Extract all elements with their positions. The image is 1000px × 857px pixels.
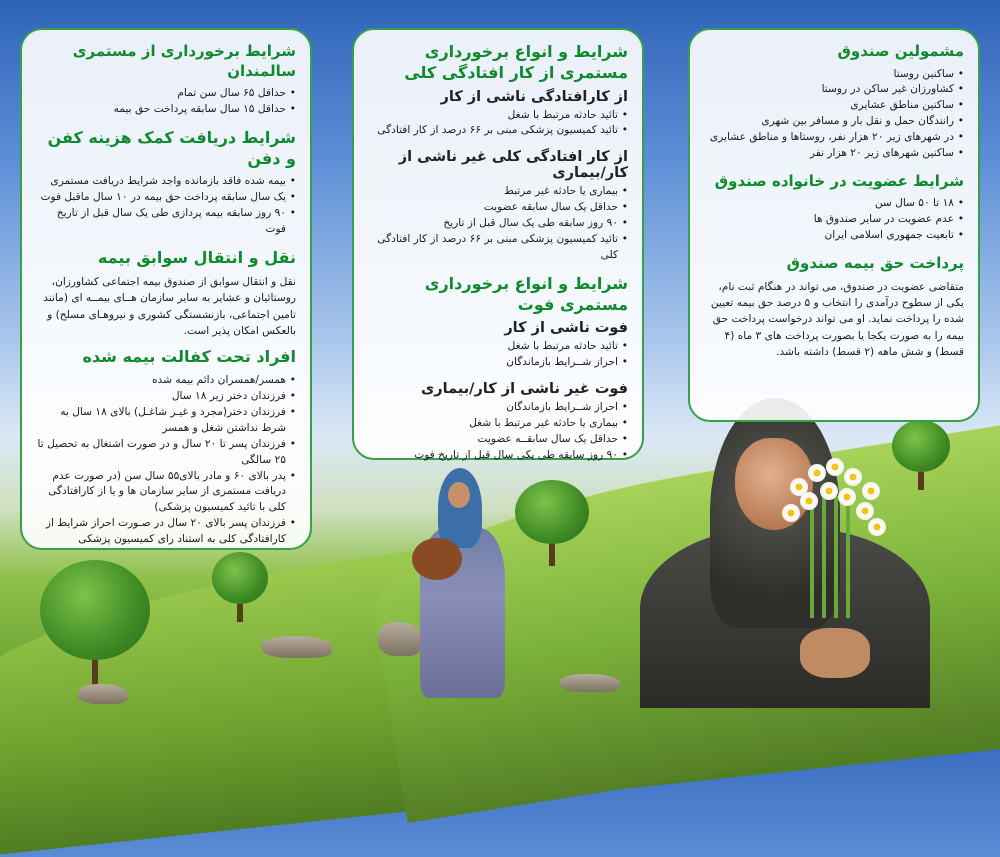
elderly-woman-photo — [640, 398, 930, 706]
list-item: • در شهرهای زیر ۲۰ هزار نفر، روستاها و مناطق عشایری — [704, 130, 964, 146]
list-item: • فرزندان پسر تا ۲۰ سال و در صورت اشتغال به تحصیل تا ۲۵ سالگی — [36, 437, 296, 469]
list-item: • حداقل ۶۵ سال سن تمام — [36, 86, 296, 102]
list-item: • ۹۰ روز سابقه طی یکی سال قبل از تاریخ فوت — [368, 448, 628, 464]
dependents-list — [36, 373, 296, 548]
list-item: • ساکنین شهرهای زیر ۲۰ هزار نفر — [704, 146, 964, 162]
list-item: • ساکنین مناطق عشایری — [704, 98, 964, 114]
list-item: • ۹۰ روز سابقه طی یک سال قبل از تاریخ — [368, 216, 628, 232]
list-item: • تابعیت جمهوری اسلامی ایران — [704, 228, 964, 244]
subtitle-work-death: فوت ناشی از کار — [504, 320, 628, 337]
list-item: • تائید حادثه مرتبط با شغل — [368, 339, 628, 355]
subtitle-work-disability: از کارافتادگی ناشی از کار — [440, 88, 628, 105]
transfer-paragraph: نقل و انتقال سوابق از صندوق بیمه اجتماعی کشاورزان، روستائیان و عشایر به سایر سازمان هــای بیمــه ای (مانند تامین اجتماعی، بازنشستگی کشوری و نیروهـای مسلح) و بالعکس امکان پذیر است. — [43, 275, 296, 337]
panel-membership — [688, 28, 980, 422]
subtitle-nonwork-death: فوت غیر ناشی از کار/بیماری — [420, 381, 628, 398]
section-title-transfer: نقل و انتقال سوابق بیمه — [97, 247, 296, 267]
panel-elderly-funeral — [20, 28, 312, 550]
list-item: • پدر بالای ۶۰ و مادر بالای۵۵ سال سن (در صورت عدم دریافت مستمری از سایر سازمان ها و یا از کارافتادگی کلی با تائید کمیسیون پزشکی) — [36, 469, 296, 517]
tree-left — [40, 560, 150, 688]
list-item: • بیمه شده فاقد بازمانده واجد شرایط دریافت مستمری — [36, 174, 296, 190]
rock — [262, 636, 332, 658]
list-item: • ۱۸ تا ۵۰ سال سن — [704, 196, 964, 212]
list-item: • احراز شــرایط بازماندگان — [368, 400, 628, 416]
section-title-payment: پرداخت حق بیمه صندوق — [786, 254, 964, 273]
lamb — [412, 538, 462, 580]
tree-center — [515, 480, 589, 566]
list-item: • فرزندان دختر زیر ۱۸ سال — [36, 389, 296, 405]
list-item: • ۹۰ روز سابقه بیمه پردازی طی یک سال قبل از تاریخ فوت — [36, 206, 296, 238]
list-item: • فرزندان پسر بالای ۲۰ سال در صـورت احراز شرایط از کارافتادگی کلی به استناد رای کمیسیون پزشکی — [36, 516, 296, 548]
list-item: • تائید حادثه مرتبط با شغل — [368, 108, 628, 124]
funeral-list — [36, 174, 296, 238]
work-death-list — [368, 339, 628, 371]
list-item: • همسر/همسران دائم بیمه شده — [36, 373, 296, 389]
section-title-membership: شرایط عضویت در خانواده صندوق — [714, 171, 964, 190]
elderly-list — [36, 86, 296, 118]
list-item: • ساکنین روستا — [704, 67, 964, 83]
list-item: • رانندگان حمل و نقل بار و مسافر بین شهری — [704, 114, 964, 130]
tree-small-left — [212, 552, 268, 622]
work-disability-list — [368, 108, 628, 140]
list-item: • حداقل یک سال سابقــه عضویت — [368, 432, 628, 448]
list-item: • تائید کمیسیون پزشکی مبنی بر ۶۶ درصد از کار افتادگی — [368, 123, 628, 139]
list-item: • فرزندان دختر(مجرد و غیـر شاغـل) بالای ۱۸ سال به شرط نداشتن شغل و همسر — [36, 405, 296, 437]
covered-list — [704, 67, 964, 162]
section-title-disability: شرایط و انواع برخورداری مستمری از کار افتادگی کلی — [404, 42, 628, 82]
section-title-dependents: افراد تحت کفالت بیمه شده — [82, 347, 296, 367]
list-item: • عدم عضویت در سایر صندوق ها — [704, 212, 964, 228]
list-item: • حداقل یک سال سابقه عضویت — [368, 200, 628, 216]
list-item: • حداقل ۱۵ سال سابقه پرداخت حق بیمه — [36, 102, 296, 118]
section-title-funeral: شرایط دریافت کمک هزینه کفن و دفن — [47, 127, 296, 168]
subtitle-nonwork-disability: از کار افتادگی کلی غیر ناشی از کار/بیماری — [398, 149, 628, 182]
rock — [78, 684, 128, 704]
shepherd-woman-photo — [410, 468, 510, 700]
panel-disability-death — [352, 28, 644, 460]
list-item: • بیماری یا حادثه غیر مرتبط — [368, 184, 628, 200]
list-item: • تائید کمیسیون پزشکی مبنی بر ۶۶ درصد از کار افتادگی کلی — [368, 232, 628, 264]
list-item: • کشاورزان غیر ساکن در روستا — [704, 82, 964, 98]
section-title-elderly: شرایط برخورداری از مستمری سالمندان — [72, 42, 296, 80]
list-item: • بیماری یا حادثه غیر مرتبط با شغل — [368, 416, 628, 432]
nonwork-death-list — [368, 400, 628, 464]
membership-list — [704, 196, 964, 244]
list-item: • احراز شــرایط بازماندگان — [368, 355, 628, 371]
rock — [560, 674, 620, 692]
payment-paragraph: متقاضی عضویت در صندوق، می تواند در هنگام ثبت نام، یکی از سطوح درآمدی را انتخاب و ۵ درصد حق بیمه تعیین شده را پرداخت نماید. او می تواند درخواست پرداخت حق بیمه را به صورت یکجا یا بصورت پرداخت های ۳ ماه (۴ قسط) و شش ماهه (۲ قسط) داشته باشد. — [710, 280, 964, 359]
narcissus-bouquet — [770, 458, 890, 618]
nonwork-disability-list — [368, 184, 628, 263]
section-title-death: شرایط و انواع برخورداری مستمری فوت — [424, 273, 628, 314]
list-item: • یک سال سابقه پرداخت حق بیمه در ۱۰ سال ماقبل فوت — [36, 190, 296, 206]
section-title-covered: مشمولین صندوق — [837, 42, 964, 60]
